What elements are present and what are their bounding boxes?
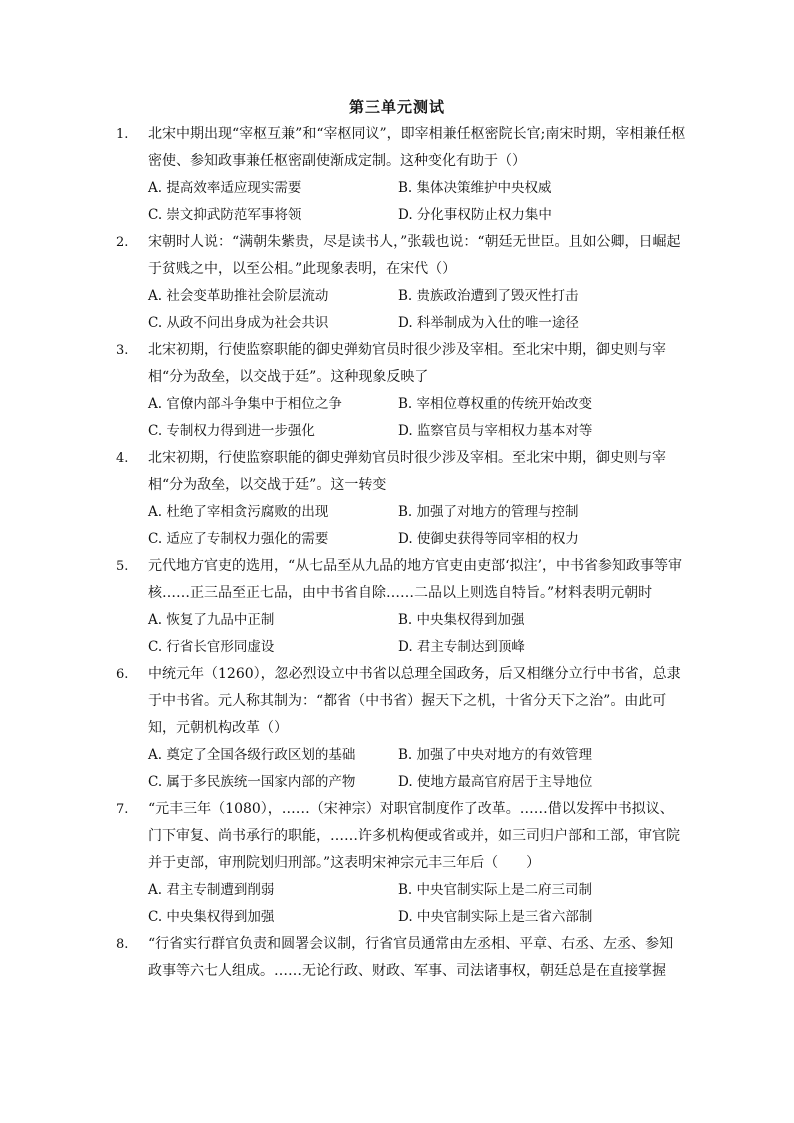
question-text: “行省实行群官负责和圆署会议制，行省官员通常由左丞相、平章、右丞、左丞、参知政事等六七人组成。……无论行政、财政、军事、司法诸事权，朝廷总是在直接掌握 [148, 936, 674, 979]
question-number: 2. [116, 235, 129, 250]
question-5 [116, 553, 686, 661]
question-7 [116, 796, 686, 931]
option-d: D. 使地方最高官府居于主导地位 [398, 774, 593, 790]
question-text: 北宋中期出现“宰枢互兼”和“宰枢同议”，即宰相兼任枢密院长官;南宋时期，宰相兼任枢密使、参知政事兼任枢密副使渐成定制。这种变化有助于（） [148, 126, 686, 169]
option-a: A. 奠定了全国各级行政区划的基础 [148, 747, 356, 763]
question-6 [116, 661, 686, 796]
option-a: A. 君主专制遭到削弱 [148, 882, 275, 898]
question-number: 8. [116, 937, 129, 952]
option-c: C. 专制权力得到进一步强化 [148, 423, 315, 439]
question-4 [116, 445, 686, 553]
option-b: B. 加强了中央对地方的有效管理 [398, 747, 593, 763]
option-b: B. 宰相位尊权重的传统开始改变 [398, 396, 593, 412]
question-text: 北宋初期，行使监察职能的御史弹劾官员时很少涉及宰相。至北宋中期，御史则与宰相“分为敌垒，以交战于廷”。这一转变 [148, 450, 666, 493]
question-3 [116, 337, 686, 445]
question-8 [116, 931, 686, 985]
option-a: A. 提高效率适应现实需要 [148, 180, 302, 196]
option-c: C. 中央集权得到加强 [148, 909, 275, 925]
option-d: D. 分化事权防止权力集中 [398, 207, 552, 223]
option-c: C. 崇文抑武防范军事将领 [148, 207, 302, 223]
question-text: 中统元年（1260），忽必烈设立中书省以总理全国政务，后又相继分立行中书省，总隶于中书省。元人称其制为：“都省（中书省）握天下之机，十省分天下之治”。由此可知，元朝机构改革（） [148, 666, 681, 736]
option-b: B. 集体决策维护中央权威 [398, 180, 552, 196]
option-d: D. 君主专制达到顶峰 [398, 639, 525, 655]
option-a: A. 社会变革助推社会阶层流动 [148, 288, 329, 304]
option-c: C. 行省长官形同虚设 [148, 639, 275, 655]
option-d: D. 使御史获得等同宰相的权力 [398, 531, 579, 547]
option-b: B. 中央集权得到加强 [398, 612, 525, 628]
question-number: 7. [116, 802, 129, 817]
question-1 [116, 121, 686, 229]
option-a: A. 杜绝了宰相贪污腐败的出现 [148, 504, 329, 520]
option-b: B. 加强了对地方的管理与控制 [398, 504, 579, 520]
option-c: C. 适应了专制权力强化的需要 [148, 531, 329, 547]
question-list [116, 121, 686, 985]
question-2 [116, 229, 686, 337]
option-b: B. 中央官制实际上是二府三司制 [398, 882, 593, 898]
option-d: D. 中央官制实际上是三省六部制 [398, 909, 593, 925]
question-number: 6. [116, 667, 129, 682]
option-a: A. 官僚内部斗争集中于相位之争 [148, 396, 342, 412]
question-number: 1. [116, 127, 129, 142]
question-text: 北宋初期，行使监察职能的御史弹劾官员时很少涉及宰相。至北宋中期，御史则与宰相“分为敌垒，以交战于廷”。这种现象反映了 [148, 342, 666, 385]
question-text: 宋朝时人说：“满朝朱紫贵，尽是读书人，”张载也说：“朝廷无世臣。且如公卿，日崛起于贫贱之中，以至公相。”此现象表明，在宋代（） [148, 234, 681, 277]
option-c: C. 从政不问出身成为社会共识 [148, 315, 329, 331]
page-title: 第三单元测试 [348, 98, 445, 116]
question-number: 3. [116, 343, 129, 358]
question-text: “元丰三年（1080），……（宋神宗）对职官制度作了改革。……借以发挥中书拟议、门下审复、尚书承行的职能，……许多机构便或省或并，如三司归户部和工部，审官院并于吏部，审刑院划归刑部。”这表明宋神宗元丰三年后（ ） [148, 801, 680, 871]
question-number: 4. [116, 451, 129, 466]
option-b: B. 贵族政治遭到了毁灭性打击 [398, 288, 579, 304]
question-text: 元代地方官吏的选用，“从七品至从九品的地方官吏由吏部‘拟注’，中书省参知政事等审核……正三品至正七品，由中书省自除……二品以上则选自特旨。”材料表明元朝时 [148, 558, 683, 601]
option-d: D. 监察官员与宰相权力基本对等 [398, 423, 593, 439]
option-d: D. 科举制成为入仕的唯一途径 [398, 315, 579, 331]
option-a: A. 恢复了九品中正制 [148, 612, 275, 628]
question-number: 5. [116, 559, 129, 574]
option-c: C. 属于多民族统一国家内部的产物 [148, 774, 356, 790]
